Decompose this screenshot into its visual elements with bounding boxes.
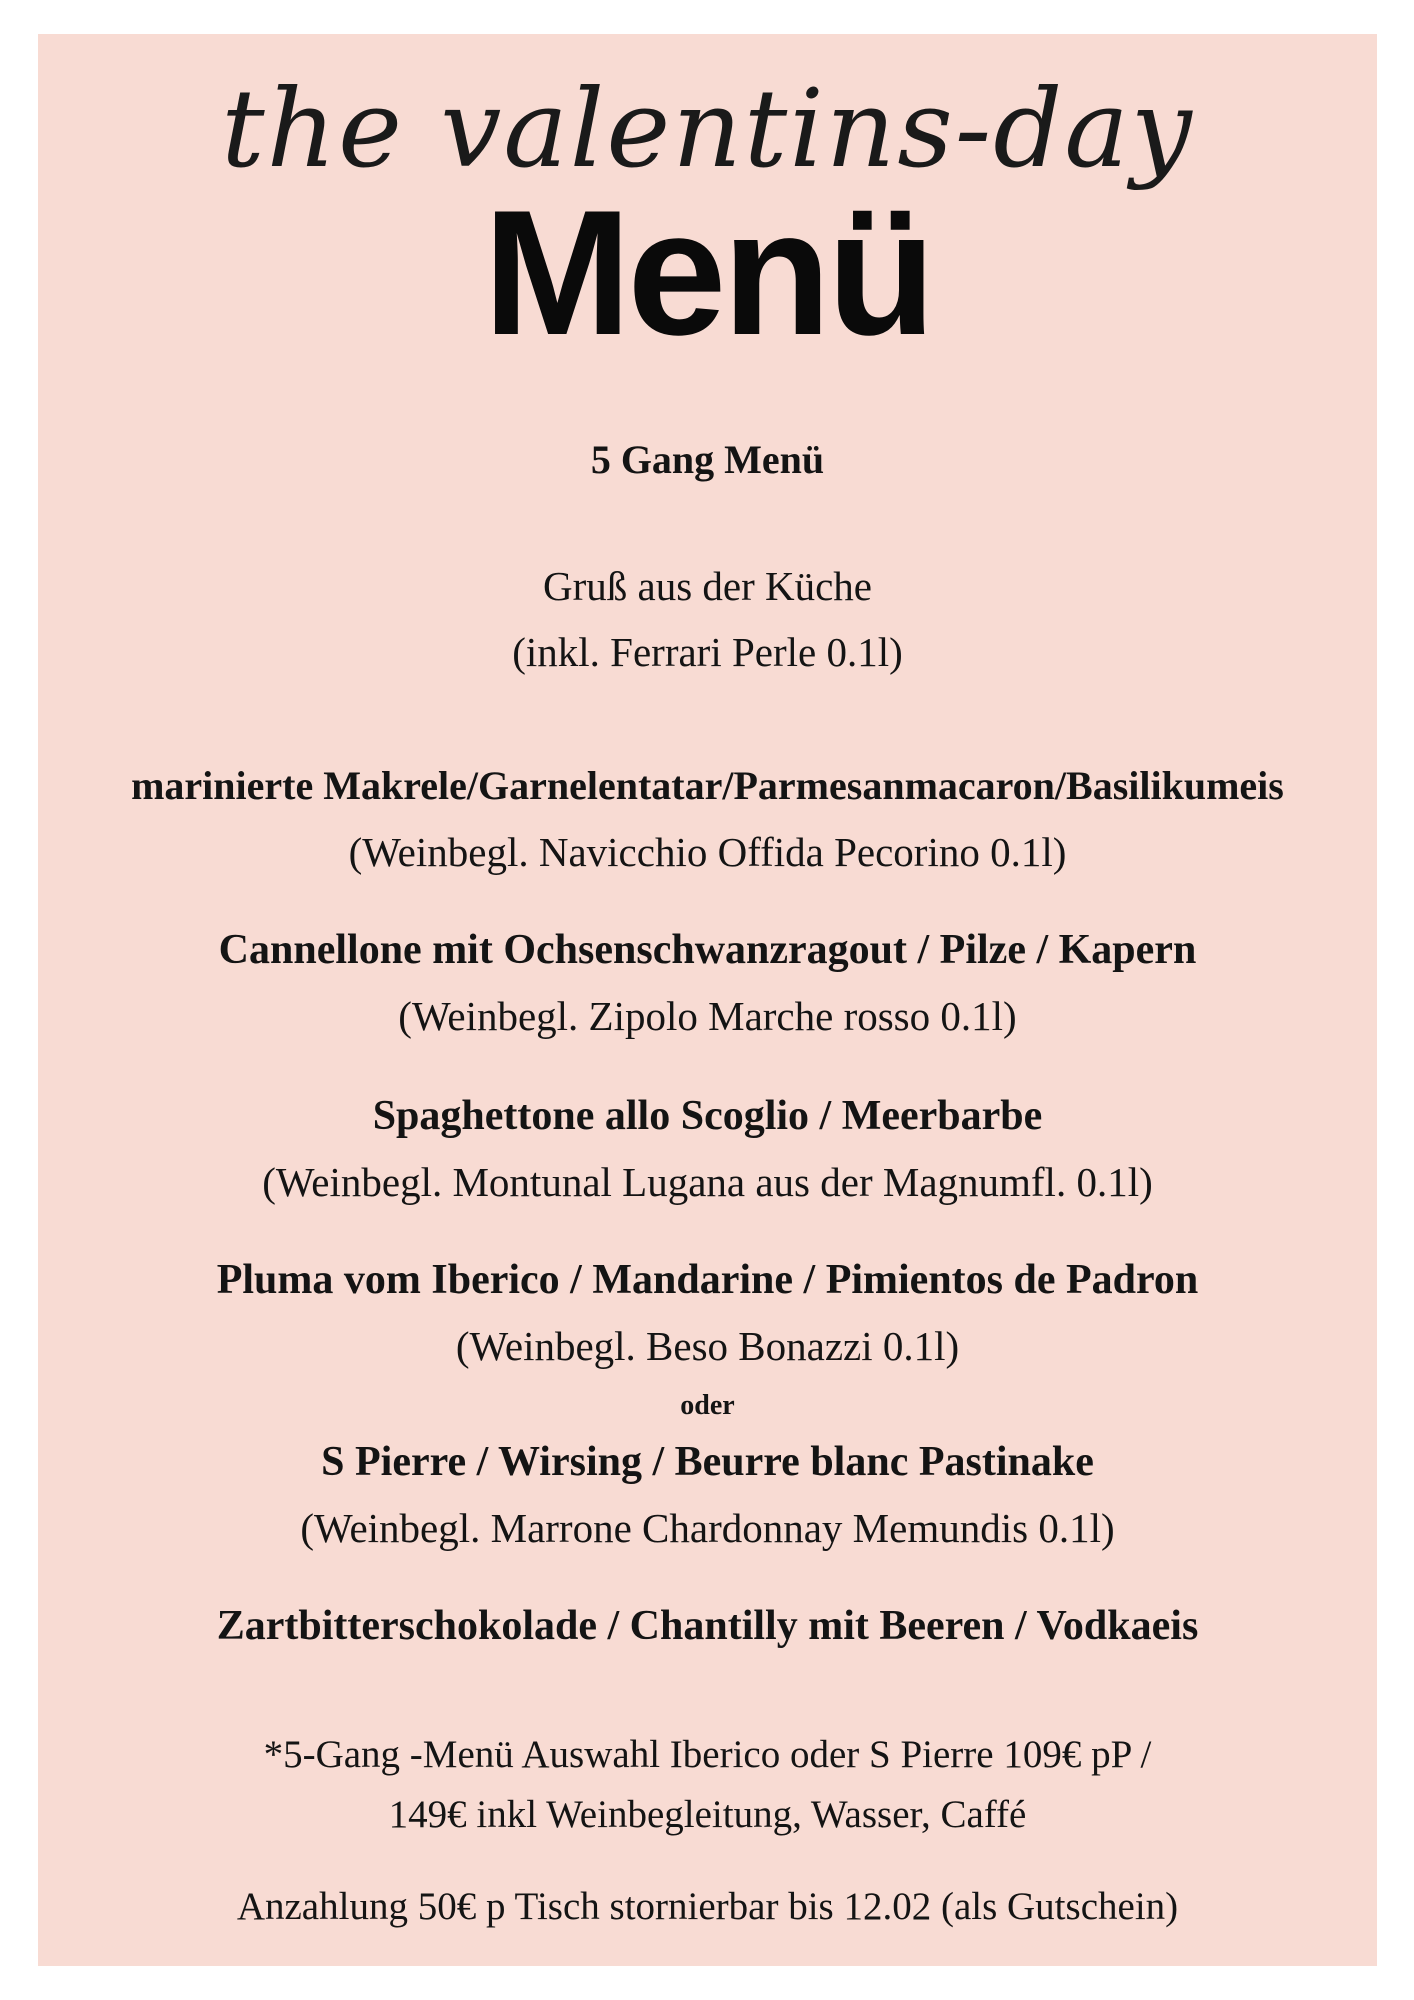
course-4-wine: (Weinbegl. Beso Bonazzi 0.1l): [455, 1323, 960, 1369]
course-6-dish: Zartbitterschokolade / Chantilly mit Beeren / Vodkaeis: [216, 1603, 1199, 1649]
script-title: the valentins-day: [221, 67, 1194, 192]
page-title: Menü: [483, 173, 932, 372]
menu-subtitle: 5 Gang Menü: [590, 437, 825, 482]
or-separator: oder: [680, 1390, 735, 1421]
pricing-line-1: *5-Gang -Menü Auswahl Iberico oder S Pierre 109€ pP /: [263, 1733, 1152, 1776]
course-1-dish: marinierte Makrele/Garnelentatar/Parmesanmacaron/Basilikumeis: [131, 763, 1284, 808]
deposit-note: Anzahlung 50€ p Tisch stornierbar bis 12.02 (als Gutschein): [236, 1885, 1179, 1928]
course-2-wine: (Weinbegl. Zipolo Marche rosso 0.1l): [398, 993, 1017, 1039]
pricing-line-2: 149€ inkl Weinbegleitung, Wasser, Caffé: [388, 1793, 1027, 1836]
course-3-wine: (Weinbegl. Montunal Lugana aus der Magnumfl. 0.1l): [262, 1159, 1153, 1205]
greeting-drink: (inkl. Ferrari Perle 0.1l): [512, 629, 903, 675]
course-5-dish: S Pierre / Wirsing / Beurre blanc Pastinake: [321, 1439, 1094, 1485]
greeting-line: Gruß aus der Küche: [542, 563, 873, 609]
course-5-wine: (Weinbegl. Marrone Chardonnay Memundis 0.1l): [300, 1505, 1115, 1551]
course-2-dish: Cannellone mit Ochsenschwanzragout / Pilze / Kapern: [218, 927, 1197, 973]
course-4-dish: Pluma vom Iberico / Mandarine / Pimientos de Padron: [216, 1257, 1199, 1303]
course-3-dish: Spaghettone allo Scoglio / Meerbarbe: [372, 1093, 1043, 1139]
menu-card: [38, 34, 1377, 1966]
course-1-wine: (Weinbegl. Navicchio Offida Pecorino 0.1l): [348, 829, 1067, 875]
